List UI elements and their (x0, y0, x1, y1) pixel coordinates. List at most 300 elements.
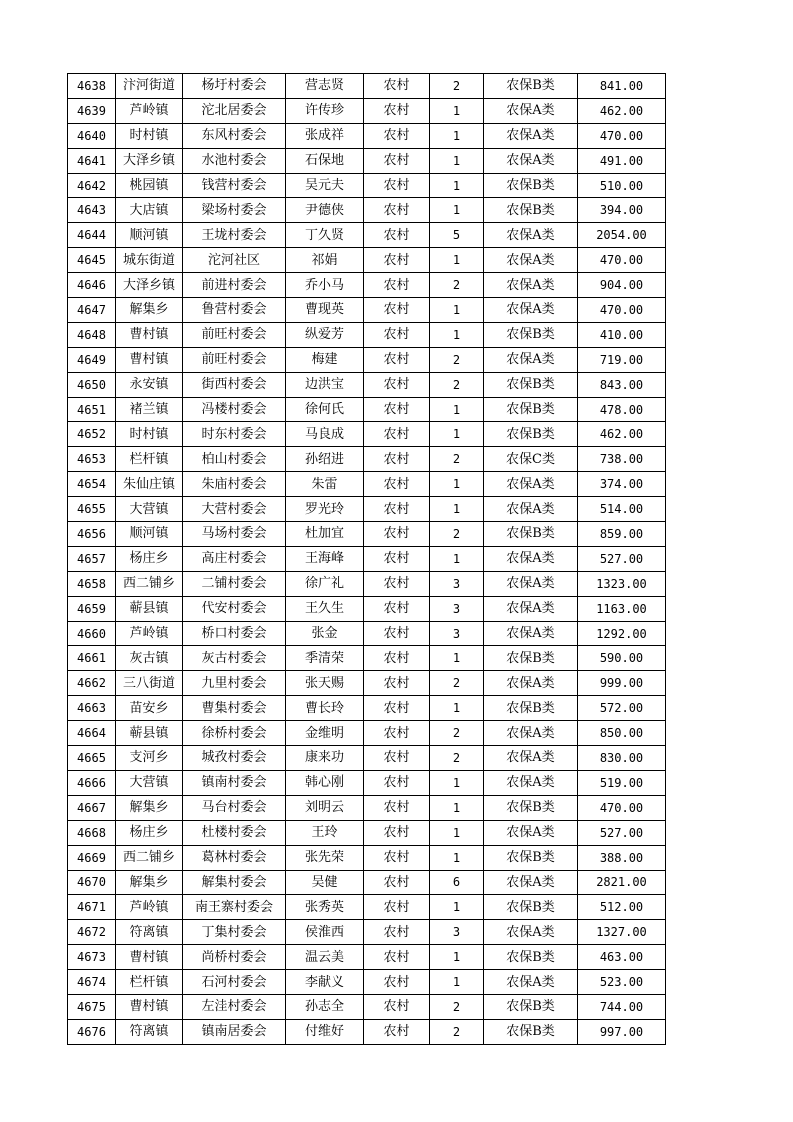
household-size-cell: 2 (430, 74, 484, 99)
table-row (68, 994, 666, 1019)
area-type-cell: 农村 (364, 123, 430, 148)
record-id-cell: 4663 (68, 696, 116, 721)
amount-cell: 512.00 (578, 895, 666, 920)
household-size-cell: 3 (430, 621, 484, 646)
table-row (68, 98, 666, 123)
township-cell: 西二铺乡 (116, 571, 183, 596)
insurance-category-cell: 农保A类 (484, 621, 578, 646)
amount-cell: 470.00 (578, 248, 666, 273)
household-size-cell: 6 (430, 870, 484, 895)
person-name-cell: 王久生 (286, 596, 364, 621)
township-cell: 褚兰镇 (116, 397, 183, 422)
village-committee-cell: 灰古村委会 (183, 646, 286, 671)
township-cell: 芦岭镇 (116, 895, 183, 920)
insurance-category-cell: 农保B类 (484, 74, 578, 99)
insurance-category-cell: 农保A类 (484, 546, 578, 571)
roster-table (67, 73, 666, 1045)
township-cell: 朱仙庄镇 (116, 472, 183, 497)
insurance-category-cell: 农保B类 (484, 795, 578, 820)
amount-cell: 523.00 (578, 970, 666, 995)
area-type-cell: 农村 (364, 397, 430, 422)
person-name-cell: 刘明云 (286, 795, 364, 820)
table-row (68, 248, 666, 273)
township-cell: 栏杆镇 (116, 970, 183, 995)
record-id-cell: 4671 (68, 895, 116, 920)
amount-cell: 478.00 (578, 397, 666, 422)
area-type-cell: 农村 (364, 721, 430, 746)
area-type-cell: 农村 (364, 1019, 430, 1044)
area-type-cell: 农村 (364, 173, 430, 198)
table-row (68, 895, 666, 920)
household-size-cell: 1 (430, 895, 484, 920)
household-size-cell: 1 (430, 148, 484, 173)
household-size-cell: 1 (430, 546, 484, 571)
household-size-cell: 1 (430, 696, 484, 721)
household-size-cell: 1 (430, 795, 484, 820)
record-id-cell: 4644 (68, 223, 116, 248)
record-id-cell: 4675 (68, 994, 116, 1019)
amount-cell: 1323.00 (578, 571, 666, 596)
area-type-cell: 农村 (364, 223, 430, 248)
household-size-cell: 2 (430, 522, 484, 547)
table-row (68, 447, 666, 472)
area-type-cell: 农村 (364, 571, 430, 596)
insurance-category-cell: 农保A类 (484, 223, 578, 248)
amount-cell: 830.00 (578, 746, 666, 771)
village-committee-cell: 鲁营村委会 (183, 298, 286, 323)
village-committee-cell: 钱营村委会 (183, 173, 286, 198)
person-name-cell: 罗光玲 (286, 497, 364, 522)
insurance-category-cell: 农保B类 (484, 646, 578, 671)
household-size-cell: 2 (430, 721, 484, 746)
township-cell: 灰古镇 (116, 646, 183, 671)
insurance-category-cell: 农保B类 (484, 845, 578, 870)
amount-cell: 850.00 (578, 721, 666, 746)
village-committee-cell: 王垅村委会 (183, 223, 286, 248)
record-id-cell: 4669 (68, 845, 116, 870)
village-committee-cell: 曹集村委会 (183, 696, 286, 721)
household-size-cell: 1 (430, 397, 484, 422)
household-size-cell: 1 (430, 298, 484, 323)
township-cell: 三八街道 (116, 671, 183, 696)
area-type-cell: 农村 (364, 447, 430, 472)
table-row (68, 721, 666, 746)
village-committee-cell: 九里村委会 (183, 671, 286, 696)
table-row (68, 571, 666, 596)
township-cell: 城东街道 (116, 248, 183, 273)
amount-cell: 997.00 (578, 1019, 666, 1044)
person-name-cell: 马良成 (286, 422, 364, 447)
record-id-cell: 4645 (68, 248, 116, 273)
person-name-cell: 吴健 (286, 870, 364, 895)
village-committee-cell: 沱北居委会 (183, 98, 286, 123)
person-name-cell: 张天赐 (286, 671, 364, 696)
area-type-cell: 农村 (364, 895, 430, 920)
village-committee-cell: 马场村委会 (183, 522, 286, 547)
amount-cell: 590.00 (578, 646, 666, 671)
amount-cell: 462.00 (578, 422, 666, 447)
insurance-category-cell: 农保B类 (484, 1019, 578, 1044)
record-id-cell: 4658 (68, 571, 116, 596)
household-size-cell: 3 (430, 596, 484, 621)
person-name-cell: 边洪宝 (286, 372, 364, 397)
amount-cell: 491.00 (578, 148, 666, 173)
person-name-cell: 乔小马 (286, 273, 364, 298)
record-id-cell: 4650 (68, 372, 116, 397)
household-size-cell: 1 (430, 770, 484, 795)
insurance-category-cell: 农保B类 (484, 173, 578, 198)
household-size-cell: 1 (430, 646, 484, 671)
amount-cell: 514.00 (578, 497, 666, 522)
village-committee-cell: 桥口村委会 (183, 621, 286, 646)
area-type-cell: 农村 (364, 522, 430, 547)
table-row (68, 422, 666, 447)
insurance-category-cell: 农保B类 (484, 322, 578, 347)
record-id-cell: 4654 (68, 472, 116, 497)
area-type-cell: 农村 (364, 148, 430, 173)
village-committee-cell: 镇南村委会 (183, 770, 286, 795)
record-id-cell: 4656 (68, 522, 116, 547)
record-id-cell: 4662 (68, 671, 116, 696)
table-row (68, 123, 666, 148)
household-size-cell: 2 (430, 1019, 484, 1044)
amount-cell: 572.00 (578, 696, 666, 721)
person-name-cell: 王海峰 (286, 546, 364, 571)
insurance-category-cell: 农保A类 (484, 671, 578, 696)
person-name-cell: 徐何氏 (286, 397, 364, 422)
insurance-category-cell: 农保A类 (484, 870, 578, 895)
area-type-cell: 农村 (364, 746, 430, 771)
table-row (68, 845, 666, 870)
area-type-cell: 农村 (364, 74, 430, 99)
area-type-cell: 农村 (364, 945, 430, 970)
record-id-cell: 4657 (68, 546, 116, 571)
village-committee-cell: 柏山村委会 (183, 447, 286, 472)
township-cell: 永安镇 (116, 372, 183, 397)
person-name-cell: 孙志全 (286, 994, 364, 1019)
person-name-cell: 孙绍进 (286, 447, 364, 472)
village-committee-cell: 城孜村委会 (183, 746, 286, 771)
person-name-cell: 梅建 (286, 347, 364, 372)
area-type-cell: 农村 (364, 696, 430, 721)
village-committee-cell: 尚桥村委会 (183, 945, 286, 970)
record-id-cell: 4642 (68, 173, 116, 198)
household-size-cell: 2 (430, 994, 484, 1019)
township-cell: 汴河街道 (116, 74, 183, 99)
amount-cell: 859.00 (578, 522, 666, 547)
amount-cell: 527.00 (578, 546, 666, 571)
table-row (68, 322, 666, 347)
record-id-cell: 4676 (68, 1019, 116, 1044)
table-row (68, 920, 666, 945)
record-id-cell: 4655 (68, 497, 116, 522)
village-committee-cell: 街西村委会 (183, 372, 286, 397)
insurance-category-cell: 农保B类 (484, 198, 578, 223)
person-name-cell: 尹德侠 (286, 198, 364, 223)
area-type-cell: 农村 (364, 795, 430, 820)
village-committee-cell: 东风村委会 (183, 123, 286, 148)
township-cell: 时村镇 (116, 123, 183, 148)
amount-cell: 1292.00 (578, 621, 666, 646)
township-cell: 曹村镇 (116, 945, 183, 970)
amount-cell: 738.00 (578, 447, 666, 472)
table-row (68, 372, 666, 397)
table-row (68, 198, 666, 223)
township-cell: 解集乡 (116, 870, 183, 895)
insurance-category-cell: 农保A类 (484, 497, 578, 522)
household-size-cell: 1 (430, 970, 484, 995)
record-id-cell: 4649 (68, 347, 116, 372)
township-cell: 大营镇 (116, 770, 183, 795)
village-committee-cell: 二铺村委会 (183, 571, 286, 596)
township-cell: 西二铺乡 (116, 845, 183, 870)
township-cell: 支河乡 (116, 746, 183, 771)
area-type-cell: 农村 (364, 546, 430, 571)
table-row (68, 472, 666, 497)
area-type-cell: 农村 (364, 920, 430, 945)
township-cell: 时村镇 (116, 422, 183, 447)
village-committee-cell: 杨圩村委会 (183, 74, 286, 99)
household-size-cell: 2 (430, 273, 484, 298)
table-row (68, 148, 666, 173)
village-committee-cell: 前旺村委会 (183, 347, 286, 372)
household-size-cell: 3 (430, 920, 484, 945)
township-cell: 蕲县镇 (116, 721, 183, 746)
area-type-cell: 农村 (364, 298, 430, 323)
amount-cell: 904.00 (578, 273, 666, 298)
amount-cell: 744.00 (578, 994, 666, 1019)
amount-cell: 470.00 (578, 123, 666, 148)
person-name-cell: 许传珍 (286, 98, 364, 123)
household-size-cell: 1 (430, 422, 484, 447)
table-row (68, 770, 666, 795)
township-cell: 顺河镇 (116, 223, 183, 248)
person-name-cell: 张秀英 (286, 895, 364, 920)
township-cell: 大泽乡镇 (116, 148, 183, 173)
person-name-cell: 丁久贤 (286, 223, 364, 248)
township-cell: 顺河镇 (116, 522, 183, 547)
person-name-cell: 朱雷 (286, 472, 364, 497)
amount-cell: 470.00 (578, 298, 666, 323)
table-row (68, 273, 666, 298)
record-id-cell: 4670 (68, 870, 116, 895)
township-cell: 曹村镇 (116, 994, 183, 1019)
record-id-cell: 4660 (68, 621, 116, 646)
township-cell: 蕲县镇 (116, 596, 183, 621)
village-committee-cell: 丁集村委会 (183, 920, 286, 945)
amount-cell: 1327.00 (578, 920, 666, 945)
record-id-cell: 4665 (68, 746, 116, 771)
insurance-category-cell: 农保A类 (484, 248, 578, 273)
household-size-cell: 1 (430, 173, 484, 198)
table-row (68, 223, 666, 248)
record-id-cell: 4639 (68, 98, 116, 123)
table-row (68, 646, 666, 671)
township-cell: 曹村镇 (116, 322, 183, 347)
table-row (68, 820, 666, 845)
insurance-category-cell: 农保B类 (484, 895, 578, 920)
area-type-cell: 农村 (364, 646, 430, 671)
record-id-cell: 4672 (68, 920, 116, 945)
person-name-cell: 营志贤 (286, 74, 364, 99)
household-size-cell: 2 (430, 447, 484, 472)
area-type-cell: 农村 (364, 671, 430, 696)
township-cell: 芦岭镇 (116, 98, 183, 123)
household-size-cell: 2 (430, 347, 484, 372)
roster-body (68, 74, 666, 1045)
insurance-category-cell: 农保A类 (484, 970, 578, 995)
table-row (68, 870, 666, 895)
person-name-cell: 金维明 (286, 721, 364, 746)
area-type-cell: 农村 (364, 198, 430, 223)
person-name-cell: 祁娟 (286, 248, 364, 273)
village-committee-cell: 马台村委会 (183, 795, 286, 820)
household-size-cell: 1 (430, 98, 484, 123)
township-cell: 符离镇 (116, 1019, 183, 1044)
insurance-category-cell: 农保A类 (484, 571, 578, 596)
village-committee-cell: 代安村委会 (183, 596, 286, 621)
amount-cell: 470.00 (578, 795, 666, 820)
insurance-category-cell: 农保A类 (484, 596, 578, 621)
record-id-cell: 4646 (68, 273, 116, 298)
record-id-cell: 4667 (68, 795, 116, 820)
household-size-cell: 1 (430, 322, 484, 347)
table-row (68, 173, 666, 198)
insurance-category-cell: 农保A类 (484, 721, 578, 746)
record-id-cell: 4666 (68, 770, 116, 795)
person-name-cell: 韩心刚 (286, 770, 364, 795)
table-row (68, 1019, 666, 1044)
table-row (68, 596, 666, 621)
village-committee-cell: 时东村委会 (183, 422, 286, 447)
person-name-cell: 季清荣 (286, 646, 364, 671)
amount-cell: 510.00 (578, 173, 666, 198)
area-type-cell: 农村 (364, 970, 430, 995)
insurance-category-cell: 农保B类 (484, 696, 578, 721)
township-cell: 大泽乡镇 (116, 273, 183, 298)
person-name-cell: 温云美 (286, 945, 364, 970)
amount-cell: 999.00 (578, 671, 666, 696)
area-type-cell: 农村 (364, 994, 430, 1019)
record-id-cell: 4638 (68, 74, 116, 99)
area-type-cell: 农村 (364, 770, 430, 795)
area-type-cell: 农村 (364, 347, 430, 372)
area-type-cell: 农村 (364, 621, 430, 646)
amount-cell: 841.00 (578, 74, 666, 99)
insurance-category-cell: 农保A类 (484, 98, 578, 123)
amount-cell: 462.00 (578, 98, 666, 123)
amount-cell: 2821.00 (578, 870, 666, 895)
person-name-cell: 张成祥 (286, 123, 364, 148)
table-row (68, 970, 666, 995)
person-name-cell: 张先荣 (286, 845, 364, 870)
household-size-cell: 2 (430, 372, 484, 397)
village-committee-cell: 水池村委会 (183, 148, 286, 173)
village-committee-cell: 冯楼村委会 (183, 397, 286, 422)
village-committee-cell: 解集村委会 (183, 870, 286, 895)
township-cell: 苗安乡 (116, 696, 183, 721)
township-cell: 曹村镇 (116, 347, 183, 372)
insurance-category-cell: 农保A类 (484, 746, 578, 771)
household-size-cell: 1 (430, 472, 484, 497)
household-size-cell: 3 (430, 571, 484, 596)
village-committee-cell: 南王寨村委会 (183, 895, 286, 920)
household-size-cell: 5 (430, 223, 484, 248)
table-row (68, 74, 666, 99)
township-cell: 解集乡 (116, 795, 183, 820)
insurance-category-cell: 农保C类 (484, 447, 578, 472)
person-name-cell: 康来功 (286, 746, 364, 771)
table-row (68, 795, 666, 820)
table-row (68, 522, 666, 547)
household-size-cell: 1 (430, 845, 484, 870)
record-id-cell: 4648 (68, 322, 116, 347)
person-name-cell: 纵爱芳 (286, 322, 364, 347)
amount-cell: 843.00 (578, 372, 666, 397)
village-committee-cell: 前进村委会 (183, 273, 286, 298)
area-type-cell: 农村 (364, 870, 430, 895)
household-size-cell: 1 (430, 123, 484, 148)
record-id-cell: 4647 (68, 298, 116, 323)
amount-cell: 463.00 (578, 945, 666, 970)
person-name-cell: 王玲 (286, 820, 364, 845)
village-committee-cell: 左洼村委会 (183, 994, 286, 1019)
person-name-cell: 徐广礼 (286, 571, 364, 596)
insurance-category-cell: 农保B类 (484, 422, 578, 447)
person-name-cell: 侯淮西 (286, 920, 364, 945)
insurance-category-cell: 农保A类 (484, 347, 578, 372)
insurance-category-cell: 农保B类 (484, 994, 578, 1019)
amount-cell: 719.00 (578, 347, 666, 372)
person-name-cell: 石保地 (286, 148, 364, 173)
person-name-cell: 吴元夫 (286, 173, 364, 198)
record-id-cell: 4664 (68, 721, 116, 746)
record-id-cell: 4661 (68, 646, 116, 671)
person-name-cell: 李献义 (286, 970, 364, 995)
household-size-cell: 1 (430, 945, 484, 970)
area-type-cell: 农村 (364, 372, 430, 397)
village-committee-cell: 梁场村委会 (183, 198, 286, 223)
record-id-cell: 4659 (68, 596, 116, 621)
insurance-category-cell: 农保B类 (484, 945, 578, 970)
household-size-cell: 2 (430, 746, 484, 771)
household-size-cell: 1 (430, 198, 484, 223)
area-type-cell: 农村 (364, 497, 430, 522)
record-id-cell: 4641 (68, 148, 116, 173)
record-id-cell: 4668 (68, 820, 116, 845)
area-type-cell: 农村 (364, 820, 430, 845)
table-row (68, 945, 666, 970)
record-id-cell: 4673 (68, 945, 116, 970)
table-row (68, 497, 666, 522)
area-type-cell: 农村 (364, 98, 430, 123)
insurance-category-cell: 农保A类 (484, 770, 578, 795)
village-committee-cell: 朱庙村委会 (183, 472, 286, 497)
village-committee-cell: 前旺村委会 (183, 322, 286, 347)
insurance-category-cell: 农保B类 (484, 372, 578, 397)
record-id-cell: 4653 (68, 447, 116, 472)
village-committee-cell: 镇南居委会 (183, 1019, 286, 1044)
insurance-category-cell: 农保A类 (484, 148, 578, 173)
village-committee-cell: 徐桥村委会 (183, 721, 286, 746)
record-id-cell: 4651 (68, 397, 116, 422)
amount-cell: 394.00 (578, 198, 666, 223)
record-id-cell: 4652 (68, 422, 116, 447)
township-cell: 符离镇 (116, 920, 183, 945)
township-cell: 栏杆镇 (116, 447, 183, 472)
village-committee-cell: 石河村委会 (183, 970, 286, 995)
table-row (68, 347, 666, 372)
